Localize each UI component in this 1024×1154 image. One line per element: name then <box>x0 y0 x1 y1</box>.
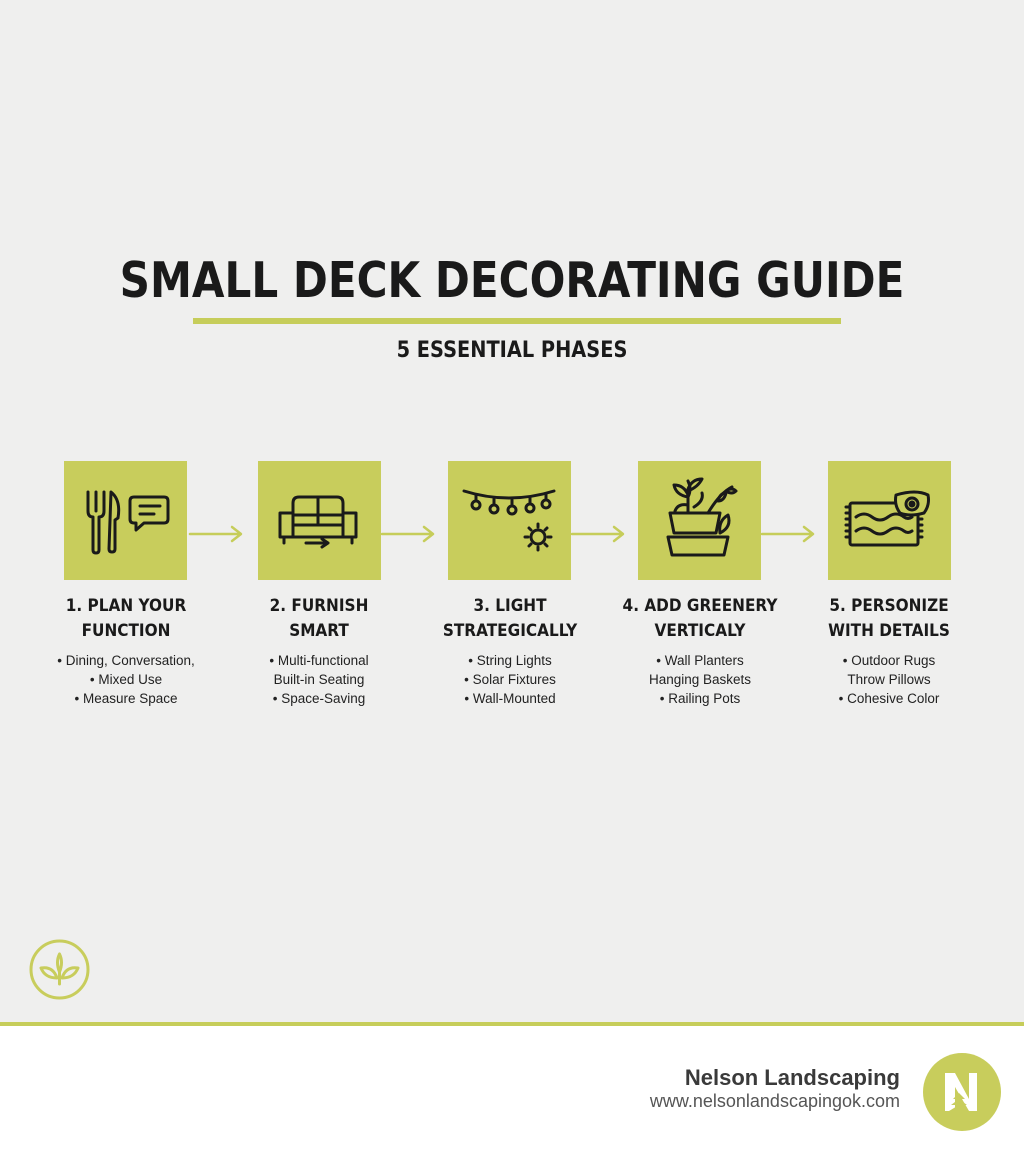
nelson-logo-icon <box>923 1053 1001 1131</box>
step-bullet-list <box>410 651 610 708</box>
list-item: • String Lights <box>468 653 552 668</box>
list-item: • Measure Space <box>74 691 178 706</box>
list-item: • Wall Planters <box>656 653 744 668</box>
step-heading <box>799 594 979 644</box>
step-heading <box>610 594 790 644</box>
list-item: • Wall-Mounted <box>464 691 556 706</box>
step-bullet-list <box>26 651 226 708</box>
step-heading-line: 5. PERSONIZE <box>829 596 949 616</box>
step-icon-box <box>638 461 761 580</box>
arrow-right-icon <box>380 524 436 544</box>
step-bullet-list <box>219 651 419 708</box>
page-title: SMALL DECK DECORATING GUIDE <box>119 252 905 309</box>
string-lights-icon <box>448 461 571 580</box>
company-name: Nelson Landscaping <box>684 1065 900 1090</box>
list-item: Throw Pillows <box>847 672 931 687</box>
list-item: • Outdoor Rugs <box>842 653 936 668</box>
arrow-right-icon <box>760 524 816 544</box>
step-bullet-list <box>789 651 989 708</box>
step-icon-box <box>448 461 571 580</box>
cutlery-chat-icon <box>64 461 187 580</box>
step-heading <box>229 594 409 644</box>
leaf-logo-icon <box>28 938 91 1001</box>
arrow-right-icon <box>570 524 626 544</box>
step-heading-line: STRATEGICALLY <box>442 621 578 641</box>
list-item: Hanging Baskets <box>648 672 752 687</box>
arrow-right-icon <box>188 524 244 544</box>
step-heading-line: 2. FURNISH <box>269 596 369 616</box>
step-heading-line: FUNCTION <box>81 621 171 641</box>
title-underline <box>193 318 841 324</box>
list-item: • Space-Saving <box>272 691 366 706</box>
list-item: • Railing Pots <box>659 691 741 706</box>
list-item: • Solar Fixtures <box>464 672 556 687</box>
rug-pillow-icon <box>828 461 951 580</box>
step-heading-line: SMART <box>289 621 349 641</box>
plant-planter-icon <box>638 461 761 580</box>
page-subtitle: 5 ESSENTIAL PHASES <box>396 338 628 363</box>
step-bullet-list <box>600 651 800 708</box>
sofa-icon <box>258 461 381 580</box>
step-heading-line: 4. ADD GREENERY <box>622 596 778 616</box>
step-icon-box <box>258 461 381 580</box>
step-heading-line: 1. PLAN YOUR <box>65 596 187 616</box>
list-item: • Multi-functional <box>269 653 369 668</box>
website-link[interactable]: www.nelsonlandscapingok.com <box>649 1091 900 1111</box>
step-icon-box <box>828 461 951 580</box>
step-heading <box>420 594 600 644</box>
list-item: • Cohesive Color <box>838 691 940 706</box>
step-heading-line: 3. LIGHT <box>473 596 547 616</box>
step-heading-line: WITH DETAILS <box>828 621 950 641</box>
step-heading-line: VERTICALY <box>654 621 746 641</box>
list-item: Built-in Seating <box>273 672 365 687</box>
list-item: • Dining, Conversation, <box>57 653 195 668</box>
step-icon-box <box>64 461 187 580</box>
step-heading <box>36 594 216 644</box>
list-item: • Mixed Use <box>89 672 163 687</box>
